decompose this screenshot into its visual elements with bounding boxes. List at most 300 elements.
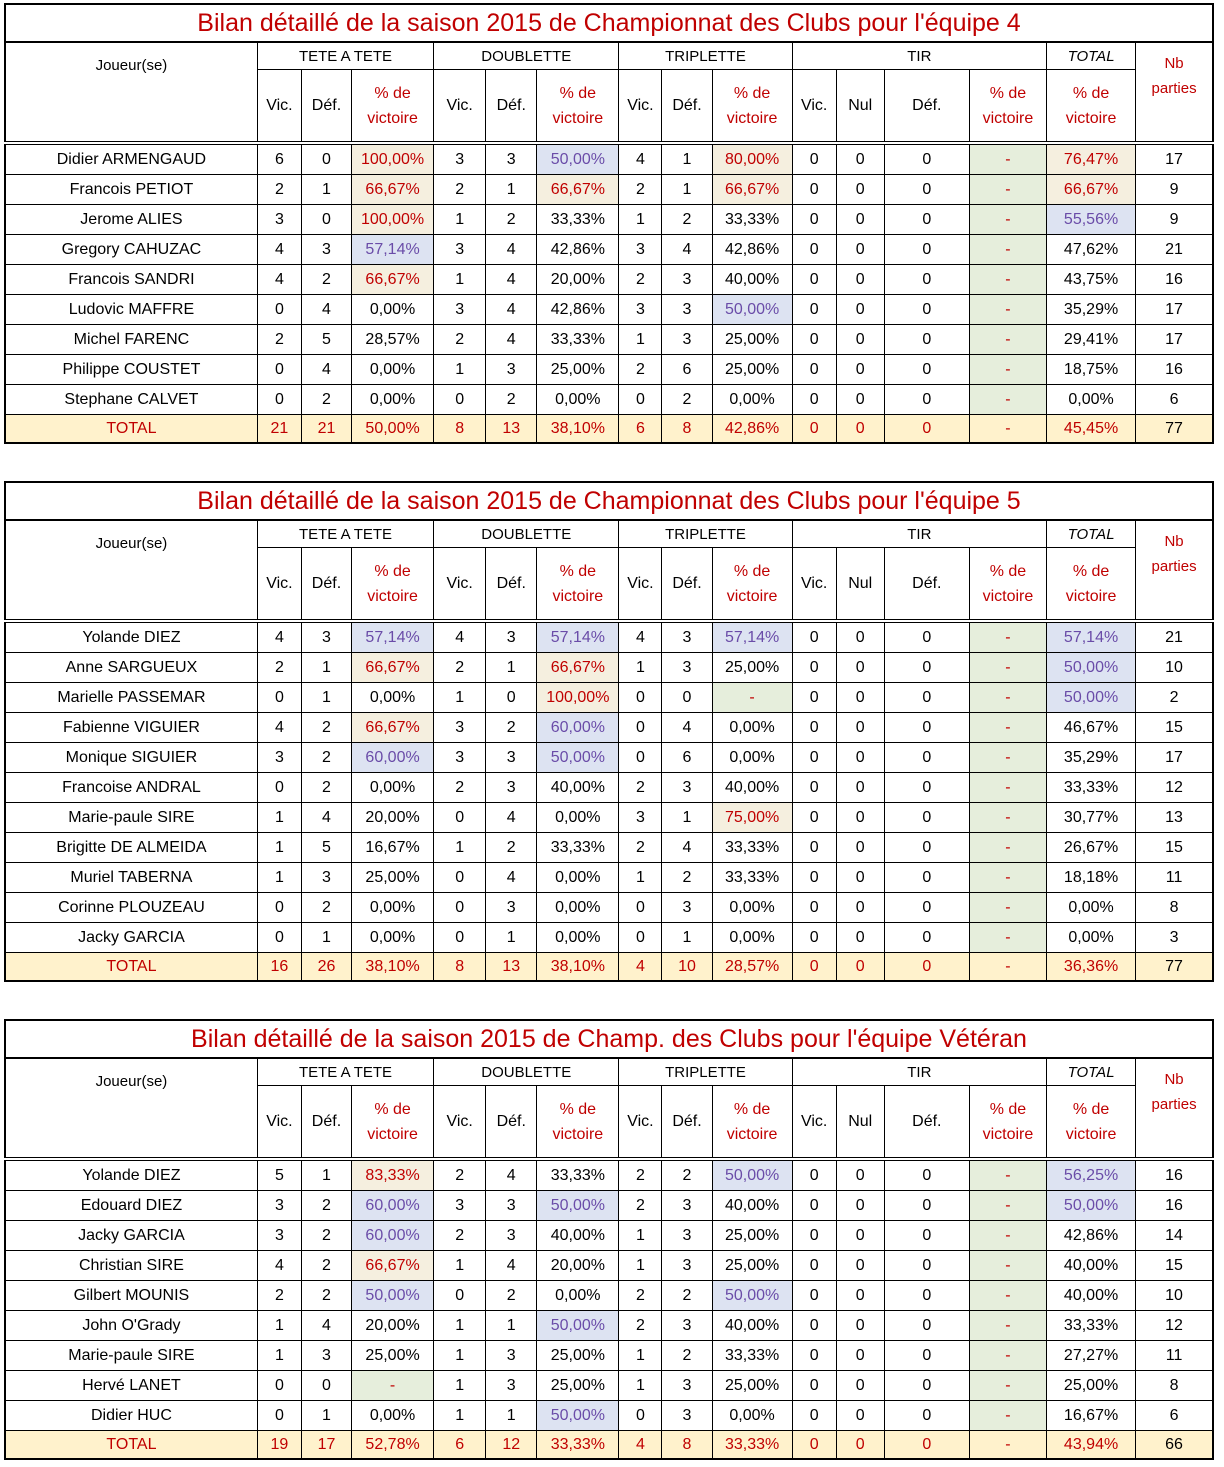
stat-cell: 16 <box>1136 355 1213 385</box>
stat-cell: 2 <box>257 1281 301 1311</box>
def-header: Déf. <box>486 70 537 142</box>
stat-cell: 66,67% <box>352 713 434 743</box>
stat-cell: 100,00% <box>352 205 434 235</box>
pct-label: % de <box>989 84 1027 102</box>
stat-cell: 60,00% <box>537 713 619 743</box>
stat-cell: 2 <box>662 863 712 893</box>
stat-cell: 50,00% <box>712 1281 792 1311</box>
pct-victoire-header <box>537 548 619 620</box>
stat-cell: 0 <box>792 1371 836 1401</box>
stat-cell: 33,33% <box>537 325 619 355</box>
stat-cell: 0,00% <box>352 683 434 713</box>
stat-cell: 1 <box>301 1401 351 1431</box>
stat-cell: - <box>969 1161 1046 1191</box>
pct-label: % de <box>559 84 597 102</box>
vic-header: Vic. <box>434 1086 486 1158</box>
nb-parties-header <box>1136 520 1213 620</box>
stat-cell: - <box>969 623 1046 653</box>
stat-cell: - <box>969 325 1046 355</box>
stat-cell: 0 <box>836 653 884 683</box>
stat-cell: 0 <box>884 623 969 653</box>
stat-cell: 2 <box>257 175 301 205</box>
stat-cell: 1 <box>257 1311 301 1341</box>
group-header-total: TOTAL <box>1047 42 1136 70</box>
stat-cell: 3 <box>486 623 537 653</box>
stat-cell: - <box>969 1401 1046 1431</box>
total-cell: - <box>969 415 1046 444</box>
stat-cell: 0 <box>884 205 969 235</box>
stat-cell: 4 <box>486 1251 537 1281</box>
team-5-table-block <box>4 481 1214 982</box>
table-row <box>5 325 1213 355</box>
group-header-triplette: TRIPLETTE <box>619 1058 792 1086</box>
stat-cell: 2 <box>619 265 662 295</box>
victoire-label: victoire <box>367 109 418 127</box>
stat-cell: 50,00% <box>1047 683 1136 713</box>
pct-label: % de <box>1072 1100 1110 1118</box>
player-name: Yolande DIEZ <box>5 1161 257 1191</box>
stat-cell: 1 <box>619 325 662 355</box>
stat-cell: 0 <box>434 893 486 923</box>
stat-cell: 0 <box>434 863 486 893</box>
table-row <box>5 1221 1213 1251</box>
stat-cell: 0 <box>836 1251 884 1281</box>
stat-cell: 83,33% <box>352 1161 434 1191</box>
stat-cell: 18,75% <box>1047 355 1136 385</box>
stat-cell: 12 <box>1136 773 1213 803</box>
stat-cell: 50,00% <box>537 743 619 773</box>
group-header-tir: TIR <box>792 42 1046 70</box>
stat-cell: 0 <box>619 893 662 923</box>
victoire-label: victoire <box>1065 109 1117 127</box>
stat-cell: 17 <box>1136 325 1213 355</box>
stat-cell: 50,00% <box>537 1311 619 1341</box>
player-name: Marielle PASSEMAR <box>5 683 257 713</box>
pct-victoire-header <box>1047 1086 1136 1158</box>
stat-cell: 11 <box>1136 1341 1213 1371</box>
stat-cell: 0,00% <box>712 923 792 953</box>
stat-cell: 2 <box>434 325 486 355</box>
stat-cell: 0 <box>257 683 301 713</box>
stat-cell: 0 <box>257 893 301 923</box>
stat-cell: 33,33% <box>537 205 619 235</box>
stat-cell: 3 <box>662 265 712 295</box>
total-cell: 16 <box>257 953 301 982</box>
stat-cell: 20,00% <box>537 265 619 295</box>
stat-cell: 1 <box>619 1251 662 1281</box>
total-cell: 8 <box>662 1431 712 1460</box>
nb-parties-header <box>1136 1058 1213 1158</box>
table-row <box>5 923 1213 953</box>
stat-cell: 50,00% <box>1047 1191 1136 1221</box>
stat-cell: 0 <box>792 743 836 773</box>
stat-cell: 2 <box>301 713 351 743</box>
stat-cell: 0 <box>301 205 351 235</box>
stat-cell: 0,00% <box>1047 923 1136 953</box>
group-header-triplette: TRIPLETTE <box>619 42 792 70</box>
player-column-header: Joueur(se) <box>5 520 257 620</box>
victoire-label: victoire <box>726 1125 778 1143</box>
table-row <box>5 205 1213 235</box>
stat-cell: 0,00% <box>1047 385 1136 415</box>
stat-cell: 2 <box>301 893 351 923</box>
player-name: Jerome ALIES <box>5 205 257 235</box>
stat-cell: 0 <box>434 385 486 415</box>
table-row <box>5 1401 1213 1431</box>
stat-cell: 3 <box>434 235 486 265</box>
player-name: Didier HUC <box>5 1401 257 1431</box>
stat-cell: 40,00% <box>537 1221 619 1251</box>
stat-cell: - <box>969 235 1046 265</box>
stat-cell: 0 <box>257 1371 301 1401</box>
player-name: Fabienne VIGUIER <box>5 713 257 743</box>
total-cell: 0 <box>792 1431 836 1460</box>
stat-cell: 0 <box>257 385 301 415</box>
stat-cell: 0 <box>836 235 884 265</box>
stat-cell: 0 <box>836 1161 884 1191</box>
stat-cell: 2 <box>301 1281 351 1311</box>
stat-cell: 4 <box>301 355 351 385</box>
stat-cell: 66,67% <box>352 175 434 205</box>
table-row <box>5 265 1213 295</box>
stat-cell: 0 <box>884 773 969 803</box>
table-row <box>5 355 1213 385</box>
stat-cell: 2 <box>486 1281 537 1311</box>
stat-cell: - <box>969 653 1046 683</box>
stat-cell: 3 <box>434 743 486 773</box>
stat-cell: 3 <box>434 713 486 743</box>
stat-cell: 0 <box>884 713 969 743</box>
stat-cell: 20,00% <box>352 1311 434 1341</box>
group-header-total: TOTAL <box>1047 1058 1136 1086</box>
stat-cell: 4 <box>257 235 301 265</box>
player-name: Hervé LANET <box>5 1371 257 1401</box>
stats-table <box>4 1019 1214 1460</box>
table-row <box>5 1161 1213 1191</box>
stat-cell: 25,00% <box>537 1341 619 1371</box>
stat-cell: 0 <box>792 235 836 265</box>
stat-cell: 0 <box>792 713 836 743</box>
table-row <box>5 1251 1213 1281</box>
stat-cell: 0 <box>884 1281 969 1311</box>
stat-cell: 100,00% <box>537 683 619 713</box>
stat-cell: - <box>969 1191 1046 1221</box>
stat-cell: 3 <box>301 623 351 653</box>
stat-cell: 3 <box>486 355 537 385</box>
stat-cell: 0,00% <box>537 893 619 923</box>
stat-cell: 0,00% <box>352 355 434 385</box>
stat-cell: 8 <box>1136 1371 1213 1401</box>
stat-cell: 1 <box>434 833 486 863</box>
player-name: Christian SIRE <box>5 1251 257 1281</box>
group-header-triplette: TRIPLETTE <box>619 520 792 548</box>
table-row <box>5 385 1213 415</box>
stat-cell: 1 <box>619 653 662 683</box>
stat-cell: 3 <box>486 773 537 803</box>
stat-cell: 0 <box>884 1161 969 1191</box>
stat-cell: 1 <box>486 1401 537 1431</box>
stat-cell: 1 <box>301 653 351 683</box>
stat-cell: - <box>969 175 1046 205</box>
stat-cell: 4 <box>257 623 301 653</box>
stat-cell: 0 <box>792 623 836 653</box>
stat-cell: 42,86% <box>537 235 619 265</box>
stat-cell: 5 <box>257 1161 301 1191</box>
group-header-tir: TIR <box>792 1058 1046 1086</box>
stat-cell: 2 <box>1136 683 1213 713</box>
stat-cell: 4 <box>486 325 537 355</box>
stat-cell: 33,33% <box>712 205 792 235</box>
stat-cell: 17 <box>1136 743 1213 773</box>
stat-cell: - <box>969 923 1046 953</box>
stat-cell: 2 <box>619 773 662 803</box>
stat-cell: 33,33% <box>537 1161 619 1191</box>
stat-cell: 16,67% <box>352 833 434 863</box>
group-header-tir: TIR <box>792 520 1046 548</box>
stat-cell: 2 <box>619 1281 662 1311</box>
stat-cell: 0 <box>257 355 301 385</box>
stat-cell: 4 <box>486 235 537 265</box>
table-row <box>5 653 1213 683</box>
stat-cell: 57,14% <box>1047 623 1136 653</box>
stat-cell: 66,67% <box>1047 175 1136 205</box>
pct-label: % de <box>733 1100 771 1118</box>
stat-cell: 76,47% <box>1047 145 1136 175</box>
player-name: Jacky GARCIA <box>5 1221 257 1251</box>
def-header: Déf. <box>884 548 969 620</box>
stat-cell: 8 <box>1136 893 1213 923</box>
total-cell: 0 <box>792 415 836 444</box>
stat-cell: 1 <box>619 1371 662 1401</box>
stat-cell: 33,33% <box>1047 1311 1136 1341</box>
stat-cell: 1 <box>662 145 712 175</box>
stat-cell: 2 <box>619 1191 662 1221</box>
stat-cell: 3 <box>486 1371 537 1401</box>
stat-cell: - <box>969 265 1046 295</box>
stat-cell: 0,00% <box>352 893 434 923</box>
total-cell: 4 <box>619 1431 662 1460</box>
stat-cell: 3 <box>662 893 712 923</box>
pct-victoire-header <box>352 1086 434 1158</box>
total-cell: 8 <box>434 415 486 444</box>
stat-cell: 3 <box>434 1191 486 1221</box>
stat-cell: 6 <box>1136 1401 1213 1431</box>
stat-cell: 2 <box>301 1191 351 1221</box>
total-cell: 13 <box>486 415 537 444</box>
vic-header: Vic. <box>257 548 301 620</box>
total-cell: 77 <box>1136 415 1213 444</box>
stat-cell: 4 <box>434 623 486 653</box>
stat-cell: 1 <box>301 923 351 953</box>
stat-cell: 0 <box>434 923 486 953</box>
stat-cell: 3 <box>301 235 351 265</box>
stat-cell: 0,00% <box>537 385 619 415</box>
victoire-label: victoire <box>1065 587 1117 605</box>
table-row <box>5 235 1213 265</box>
stat-cell: 40,00% <box>712 1191 792 1221</box>
stat-cell: 29,41% <box>1047 325 1136 355</box>
stat-cell: 0 <box>619 743 662 773</box>
stat-cell: - <box>969 1221 1046 1251</box>
stat-cell: - <box>969 1311 1046 1341</box>
stat-cell: 1 <box>434 205 486 235</box>
stat-cell: 1 <box>486 1311 537 1341</box>
table-row <box>5 1311 1213 1341</box>
total-label: TOTAL <box>5 953 257 982</box>
stat-cell: 0 <box>836 863 884 893</box>
table-row <box>5 1371 1213 1401</box>
total-cell: 28,57% <box>712 953 792 982</box>
player-name: Monique SIGUIER <box>5 743 257 773</box>
stat-cell: 2 <box>434 1221 486 1251</box>
stat-cell: 25,00% <box>712 1221 792 1251</box>
stat-cell: 2 <box>434 175 486 205</box>
stat-cell: 4 <box>486 1161 537 1191</box>
stat-cell: 3 <box>434 295 486 325</box>
total-cell: 6 <box>619 415 662 444</box>
table-row <box>5 1341 1213 1371</box>
total-label: TOTAL <box>5 415 257 444</box>
stat-cell: - <box>969 833 1046 863</box>
table-row <box>5 863 1213 893</box>
stat-cell: 50,00% <box>537 145 619 175</box>
total-cell: 77 <box>1136 953 1213 982</box>
stat-cell: 21 <box>1136 235 1213 265</box>
total-cell: 10 <box>662 953 712 982</box>
stat-cell: 0,00% <box>712 893 792 923</box>
table-title: Bilan détaillé de la saison 2015 de Championnat des Clubs pour l'équipe 4 <box>5 4 1213 42</box>
player-name: Ludovic MAFFRE <box>5 295 257 325</box>
stat-cell: 0 <box>792 833 836 863</box>
def-header: Déf. <box>486 548 537 620</box>
player-name: Yolande DIEZ <box>5 623 257 653</box>
total-cell: 8 <box>434 953 486 982</box>
table-row <box>5 295 1213 325</box>
stat-cell: 3 <box>662 295 712 325</box>
stat-cell: 0 <box>619 385 662 415</box>
stat-cell: 0 <box>792 1191 836 1221</box>
stat-cell: 1 <box>662 923 712 953</box>
nb-label: Nb <box>1164 55 1184 72</box>
player-name: Gilbert MOUNIS <box>5 1281 257 1311</box>
stat-cell: 3 <box>486 1341 537 1371</box>
stat-cell: 3 <box>257 1191 301 1221</box>
player-name: Muriel TABERNA <box>5 863 257 893</box>
stat-cell: 60,00% <box>352 1191 434 1221</box>
stat-cell: 0 <box>836 175 884 205</box>
stat-cell: 0 <box>884 325 969 355</box>
group-header-tete: TETE A TETE <box>257 42 433 70</box>
stat-cell: 1 <box>619 1341 662 1371</box>
parties-label: parties <box>1151 80 1197 97</box>
stat-cell: 16,67% <box>1047 1401 1136 1431</box>
def-header: Déf. <box>884 1086 969 1158</box>
player-name: Corinne PLOUZEAU <box>5 893 257 923</box>
stat-cell: 28,57% <box>352 325 434 355</box>
stat-cell: 15 <box>1136 713 1213 743</box>
pct-label: % de <box>989 562 1027 580</box>
stat-cell: 0 <box>792 355 836 385</box>
stat-cell: 11 <box>1136 863 1213 893</box>
stat-cell: 60,00% <box>352 1221 434 1251</box>
total-row <box>5 953 1213 982</box>
victoire-label: victoire <box>367 1125 418 1143</box>
player-name: Marie-paule SIRE <box>5 1341 257 1371</box>
victoire-label: victoire <box>1065 1125 1117 1143</box>
stat-cell: 0,00% <box>352 773 434 803</box>
stat-cell: 0 <box>884 923 969 953</box>
stat-cell: 4 <box>301 803 351 833</box>
stat-cell: 2 <box>662 385 712 415</box>
stat-cell: 3 <box>662 623 712 653</box>
stat-cell: 2 <box>301 265 351 295</box>
vic-header: Vic. <box>619 1086 662 1158</box>
stat-cell: 0 <box>301 145 351 175</box>
stat-cell: 25,00% <box>712 325 792 355</box>
stat-cell: - <box>969 1371 1046 1401</box>
stat-cell: 27,27% <box>1047 1341 1136 1371</box>
pct-victoire-header <box>352 548 434 620</box>
stat-cell: 2 <box>434 773 486 803</box>
stat-cell: 4 <box>619 623 662 653</box>
stat-cell: 33,33% <box>537 833 619 863</box>
stat-cell: 12 <box>1136 1311 1213 1341</box>
stat-cell: - <box>969 1251 1046 1281</box>
stat-cell: 0 <box>792 1161 836 1191</box>
victoire-label: victoire <box>982 1125 1034 1143</box>
pct-label: % de <box>733 562 771 580</box>
stat-cell: 3 <box>662 1251 712 1281</box>
stat-cell: 3 <box>301 1341 351 1371</box>
total-cell: 66 <box>1136 1431 1213 1460</box>
stat-cell: 3 <box>486 145 537 175</box>
pct-victoire-header <box>537 1086 619 1158</box>
pct-victoire-header <box>1047 70 1136 142</box>
total-cell: 42,86% <box>712 415 792 444</box>
stat-cell: 1 <box>257 863 301 893</box>
pct-label: % de <box>989 1100 1027 1118</box>
stat-cell: - <box>712 683 792 713</box>
stat-cell: 5 <box>301 833 351 863</box>
stat-cell: 6 <box>1136 385 1213 415</box>
stat-cell: 21 <box>1136 623 1213 653</box>
stat-cell: 1 <box>486 175 537 205</box>
total-cell: 19 <box>257 1431 301 1460</box>
total-cell: 38,10% <box>352 953 434 982</box>
stat-cell: 0 <box>792 773 836 803</box>
vic-header: Vic. <box>434 548 486 620</box>
stat-cell: 14 <box>1136 1221 1213 1251</box>
total-cell: 4 <box>619 953 662 982</box>
stat-cell: 33,33% <box>1047 773 1136 803</box>
stat-cell: 3 <box>662 1191 712 1221</box>
stat-cell: 2 <box>619 833 662 863</box>
stat-cell: 4 <box>486 295 537 325</box>
stat-cell: 0 <box>836 1371 884 1401</box>
stat-cell: 15 <box>1136 833 1213 863</box>
pct-victoire-header <box>712 1086 792 1158</box>
total-cell: 0 <box>836 953 884 982</box>
stats-table <box>4 3 1214 444</box>
stat-cell: 25,00% <box>537 355 619 385</box>
stat-cell: 0 <box>884 863 969 893</box>
stat-cell: 1 <box>434 355 486 385</box>
stat-cell: - <box>969 773 1046 803</box>
total-cell: 50,00% <box>352 415 434 444</box>
stat-cell: 0 <box>792 205 836 235</box>
stat-cell: 0 <box>792 385 836 415</box>
stat-cell: 42,86% <box>1047 1221 1136 1251</box>
